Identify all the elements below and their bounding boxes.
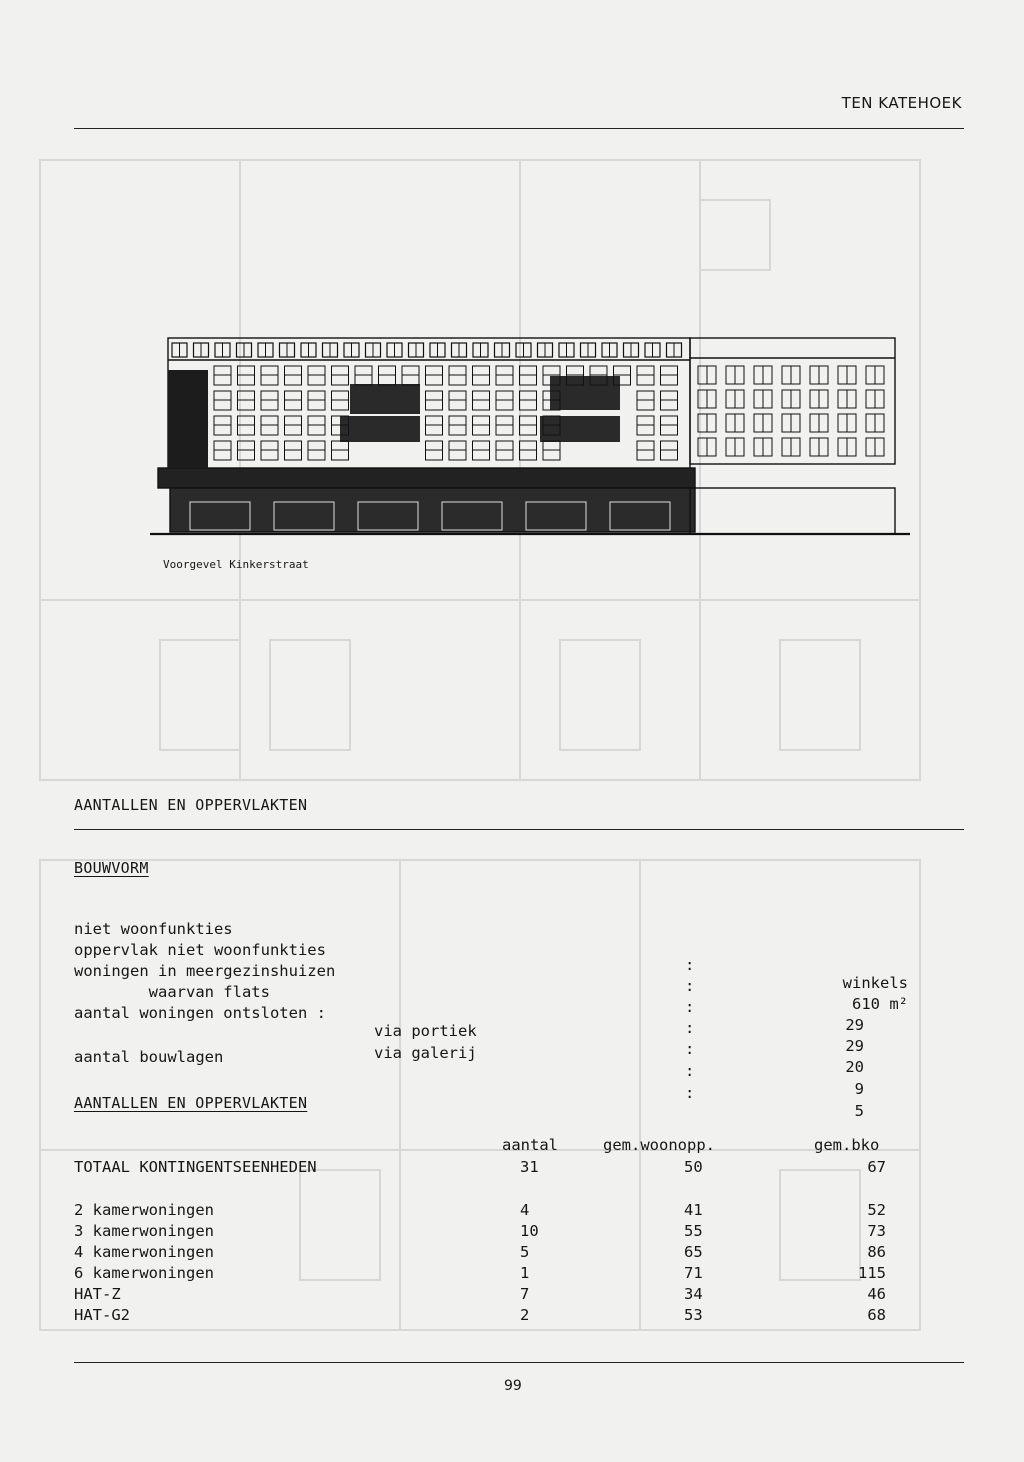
table-total-row	[74, 1158, 894, 1178]
cell-woonopp: 71	[684, 1264, 703, 1282]
section-rule	[74, 829, 964, 830]
bouwvorm-label: aantal woningen ontsloten :	[74, 1004, 326, 1022]
cell-woonopp: 50	[684, 1158, 703, 1176]
bouwvorm-label: waarvan flats	[74, 983, 270, 1001]
cell-aantal: 4	[520, 1201, 530, 1219]
cell-woonopp: 53	[684, 1306, 703, 1324]
cell-woonopp: 41	[684, 1201, 703, 1219]
figure-caption: Voorgevel Kinkerstraat	[163, 558, 309, 571]
bouwvorm-label: woningen in meergezinshuizen	[74, 962, 336, 980]
aantallen-heading: AANTALLEN EN OPPERVLAKTEN	[74, 1094, 308, 1112]
column-header-aantal: aantal	[502, 1136, 558, 1154]
column-header-woonopp: gem.woonopp.	[603, 1136, 715, 1154]
table-row	[74, 1285, 894, 1305]
cell-woonopp: 34	[684, 1285, 703, 1303]
table-row	[74, 1264, 894, 1284]
table-row	[74, 1222, 894, 1242]
cell-woonopp: 55	[684, 1222, 703, 1240]
table-row	[74, 1306, 894, 1326]
row-label: 3 kamerwoningen	[74, 1222, 214, 1240]
bouwvorm-value: 9	[854, 1080, 864, 1098]
bouwvorm-value: 29	[845, 1037, 864, 1055]
bouwvorm-sublabel: via portiek	[374, 1022, 477, 1040]
bouwvorm-value: winkels	[842, 974, 908, 992]
row-label: 2 kamerwoningen	[74, 1201, 214, 1219]
cell-aantal: 10	[520, 1222, 539, 1240]
column-header-bko: gem.bko	[814, 1136, 880, 1154]
bouwvorm-label: oppervlak niet woonfunkties	[74, 941, 326, 959]
bouwvorm-colon: :	[685, 956, 695, 974]
bouwvorm-heading: BOUWVORM	[74, 859, 149, 877]
cell-aantal: 5	[520, 1243, 530, 1261]
cell-bko: 86	[867, 1243, 886, 1261]
bouwvorm-sublabel: via galerij	[374, 1044, 477, 1062]
facade-elevation-drawing	[150, 330, 910, 538]
bouwvorm-value: 20	[845, 1058, 864, 1076]
section-title: AANTALLEN EN OPPERVLAKTEN	[74, 796, 308, 814]
cell-bko: 46	[867, 1285, 886, 1303]
cell-woonopp: 65	[684, 1243, 703, 1261]
bouwvorm-colon: :	[685, 1019, 695, 1037]
table-row	[74, 1243, 894, 1263]
bouwvorm-colon: :	[685, 1062, 695, 1080]
bouwvorm-label: aantal bouwlagen	[74, 1048, 224, 1066]
bouwvorm-value: 610 m²	[852, 995, 908, 1013]
row-label: TOTAAL KONTINGENTSEENHEDEN	[74, 1158, 317, 1176]
bouwvorm-value: 29	[845, 1016, 864, 1034]
footer-rule	[74, 1362, 964, 1363]
row-label: 4 kamerwoningen	[74, 1243, 214, 1261]
header-rule	[74, 128, 964, 129]
cell-aantal: 7	[520, 1285, 530, 1303]
table-row	[74, 1201, 894, 1221]
cell-bko: 73	[867, 1222, 886, 1240]
cell-aantal: 1	[520, 1264, 530, 1282]
cell-aantal: 31	[520, 1158, 539, 1176]
row-label: HAT-Z	[74, 1285, 121, 1303]
cell-bko: 67	[867, 1158, 886, 1176]
bouwvorm-colon: :	[685, 1084, 695, 1102]
bouwvorm-colon: :	[685, 977, 695, 995]
bouwvorm-colon: :	[685, 1040, 695, 1058]
cell-bko: 68	[867, 1306, 886, 1324]
row-label: 6 kamerwoningen	[74, 1264, 214, 1282]
cell-aantal: 2	[520, 1306, 530, 1324]
bouwvorm-colon: :	[685, 998, 695, 1016]
bouwvorm-label: niet woonfunkties	[74, 920, 233, 938]
cell-bko: 52	[867, 1201, 886, 1219]
bouwvorm-value: 5	[854, 1102, 864, 1120]
row-label: HAT-G2	[74, 1306, 130, 1324]
cell-bko: 115	[858, 1264, 886, 1282]
header-title: TEN KATEHOEK	[841, 94, 962, 112]
page-number: 99	[504, 1378, 522, 1394]
